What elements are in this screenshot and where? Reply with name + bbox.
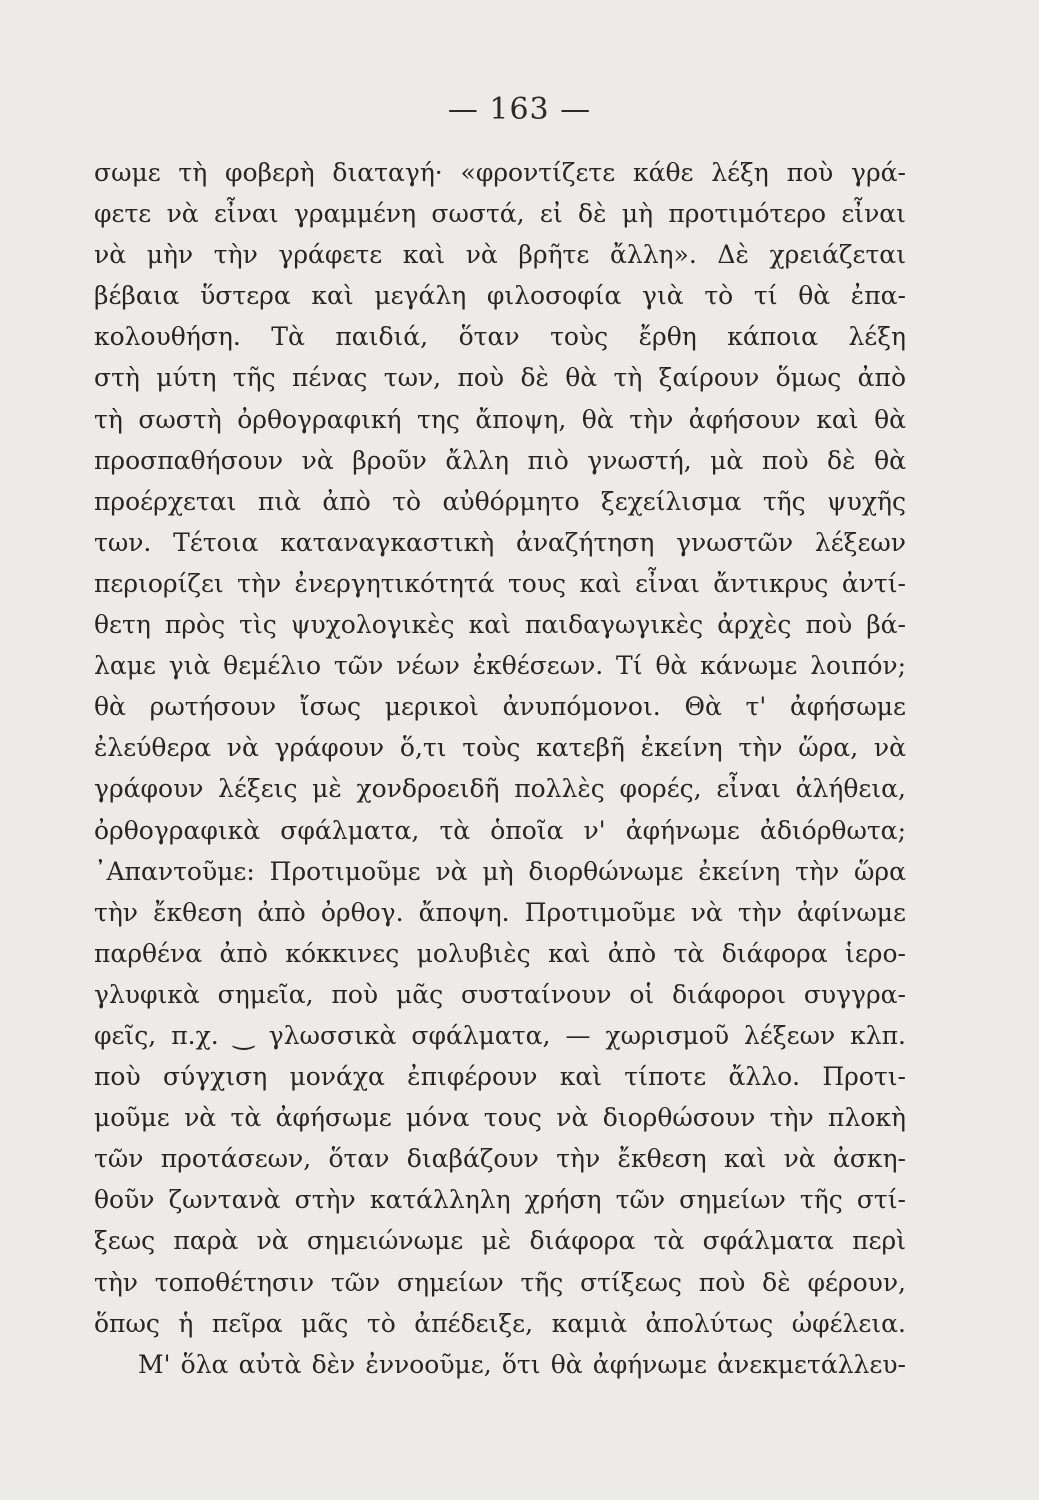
text-line: των. Τέτοια καταναγκαστικὴ ἀναζήτηση γνωστῶν λέξεων <box>94 527 906 557</box>
text-line: προέρχεται πιὰ ἀπὸ τὸ αὐθόρμητο ξεχείλισμα τῆς ψυχῆς <box>94 486 906 516</box>
text-line: κολουθήση. Τὰ παιδιά, ὅταν τοὺς ἔρθη κάποια λέξη <box>94 322 906 352</box>
text-line: στὴ μύτη τῆς πένας των, ποὺ δὲ θὰ τὴ ξαίρουν ὅμως ἀπὸ <box>94 363 906 393</box>
text-line: παρθένα ἀπὸ κόκκινες μολυβιὲς καὶ ἀπὸ τὰ διάφορα ἱερο- <box>94 938 906 968</box>
text-line: τῶν προτάσεων, ὅταν διαβάζουν τὴν ἔκθεση καὶ νὰ ἀσκη- <box>94 1144 906 1174</box>
text-line: φετε νὰ εἶναι γραμμένη σωστά, εἰ δὲ μὴ προτιμότερο εἶναι <box>94 199 906 229</box>
text-line: θὰ ρωτήσουν ἴσως μερικοὶ ἀνυπόμονοι. Θὰ τ' ἀφήσωμε <box>94 692 906 722</box>
text-line: τὴν ἔκθεση ἀπὸ ὀρθογ. ἄποψη. Προτιμοῦμε νὰ τὴν ἀφίνωμε <box>94 897 906 927</box>
text-line: βέβαια ὕστερα καὶ μεγάλη φιλοσοφία γιὰ τὸ τί θὰ ἐπα- <box>94 281 906 311</box>
text-line: τὴ σωστὴ ὀρθογραφική της ἄποψη, θὰ τὴν ἀφήσουν καὶ θὰ <box>94 404 906 434</box>
text-line: τὴν τοποθέτησιν τῶν σημείων τῆς στίξεως ποὺ δὲ φέρουν, <box>94 1267 906 1297</box>
text-line: ὅπως ἡ πεῖρα μᾶς τὸ ἀπέδειξε, καμιὰ ἀπολύτως ὠφέλεια. <box>94 1308 906 1338</box>
text-line: λαμε γιὰ θεμέλιο τῶν νέων ἐκθέσεων. Τί θὰ κάνωμε λοιπόν; <box>94 651 906 681</box>
text-line: θετη πρὸς τὶς ψυχολογικὲς καὶ παιδαγωγικὲς ἀρχὲς ποὺ βά- <box>94 610 906 640</box>
text-line: ᾿Απαντοῦμε: Προτιμοῦμε νὰ μὴ διορθώνωμε ἐκείνη τὴν ὥρα <box>94 856 906 886</box>
page-number: — 163 — <box>447 92 592 127</box>
text-line: φεῖς, π.χ. ‿ γλωσσικὰ σφάλματα, — χωρισμοῦ λέξεων κλπ. <box>94 1020 906 1050</box>
text-line: γράφουν λέξεις μὲ χονδροειδῆ πολλὲς φορές, εἶναι ἀλήθεια, <box>94 774 906 804</box>
text-line: ὀρθογραφικὰ σφάλματα, τὰ ὁποῖα ν' ἀφήνωμε ἀδιόρθωτα; <box>94 815 906 845</box>
text-line: θοῦν ζωντανὰ στὴν κατάλληλη χρήση τῶν σημείων τῆς στί- <box>94 1185 906 1215</box>
text-line: ἐλεύθερα νὰ γράφουν ὅ,τι τοὺς κατεβῆ ἐκείνη τὴν ὥρα, νὰ <box>94 733 906 763</box>
text-line: Μ' ὅλα αὐτὰ δὲν ἐννοοῦμε, ὅτι θὰ ἀφήνωμε ἀνεκμετάλλευ- <box>138 1349 906 1379</box>
text-line: ξεως παρὰ νὰ σημειώνωμε μὲ διάφορα τὰ σφάλματα περὶ <box>94 1226 906 1256</box>
text-line: μοῦμε νὰ τὰ ἀφήσωμε μόνα τους νὰ διορθώσουν τὴν πλοκὴ <box>94 1103 906 1133</box>
text-line: νὰ μὴν τὴν γράφετε καὶ νὰ βρῆτε ἄλλη». Δὲ χρειάζεται <box>94 240 906 270</box>
text-line: ποὺ σύγχιση μονάχα ἐπιφέρουν καὶ τίποτε ἄλλο. Προτι- <box>94 1062 906 1092</box>
text-line: προσπαθήσουν νὰ βροῦν ἄλλη πιὸ γνωστή, μὰ ποὺ δὲ θὰ <box>94 445 906 475</box>
text-line: περιορίζει τὴν ἐνεργητικότητά τους καὶ εἶναι ἄντικρυς ἀντί- <box>94 568 906 598</box>
text-line: σωμε τὴ φοβερὴ διαταγή· «φροντίζετε κάθε λέξη ποὺ γρά- <box>94 158 906 187</box>
body-text <box>94 152 906 1385</box>
text-line: γλυφικὰ σημεῖα, ποὺ μᾶς συσταίνουν οἱ διάφοροι συγγρα- <box>94 979 906 1009</box>
